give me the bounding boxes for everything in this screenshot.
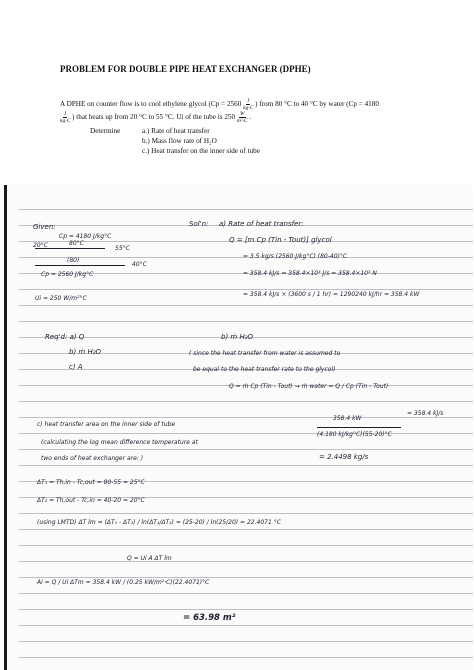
given-cp-water: Cp = 2560 J/kg°C [41, 271, 94, 278]
mass-flow-denominator: (4.180 kJ/kg°C)(55-20)°C [317, 431, 392, 438]
solution-label: Sol'n: [189, 220, 209, 228]
given-water-out: 40°C [132, 261, 147, 268]
solution-a-heading: a) Rate of heat transfer: [219, 220, 304, 228]
given-outlet-glycol: 55°C [115, 245, 130, 252]
part-c-calc2: two ends of heat exchanger are: ) [41, 455, 144, 462]
part-c-label: c) heat transfer area on the inner side of tube [37, 421, 176, 428]
solution-q-kw: = 358.4 kJ/s × (3600 s / 1 hr) = 1290240 kJ/hr = 358.4 kW [243, 291, 420, 298]
problem-statement-line2: $\frac{J}{kg\cdot C}$ ) that heats up from 20 °C to 55 °C. Ui of the tube is 250 $\frac{W}{\text{m²·C}}$ . [60, 111, 252, 124]
delta-t2: ΔT₂ = Th,out - Tc,in = 40-20 = 20°C [37, 497, 145, 504]
determine-item: b.) Mass flow rate of H₂O [142, 137, 217, 145]
handwritten-sheet [4, 185, 473, 670]
unit-fraction: $\frac{W}{\text{m²·C}}$ [236, 111, 248, 124]
part-b-note2: be equal to the heat transfer rate to the glycol) [193, 366, 336, 373]
solution-q-equation: Q = [m Cp (Tin - Tout)] glycol [229, 236, 332, 244]
lmtd-equation: (using LMTD) ΔT lm = (ΔT₁ - ΔT₂) / ln(ΔT₁/ΔT₂) = (25-20) / ln(25/20) = 22.4071 °C [37, 519, 281, 526]
part-b-equation: Q = ṁ Cp (Tin - Tout) → ṁ water = Q / Cp (Tin - Tout) [229, 383, 389, 390]
mass-flow-numerator: 358.4 kW [333, 415, 362, 422]
solution-q-values: = 3.5 kg/s (2560 J/kg°C) (80-40)°C [243, 253, 348, 260]
part-b-label: b) ṁ H₂O [221, 333, 254, 341]
page-title: PROBLEM FOR DOUBLE PIPE HEAT EXCHANGER (DPHE) [60, 64, 311, 74]
given-inlet-glycol: 80°C [69, 240, 84, 247]
part-c-calc: (calculating the log mean difference temperature at [41, 439, 198, 446]
required-label: Req'd: a) Q [45, 333, 85, 341]
given-water-in: 20°C [33, 242, 48, 249]
unit-fraction: $\frac{J}{kg\cdot C}$ [60, 111, 71, 124]
area-result: = 63.98 m² [183, 613, 236, 623]
determine-item: a.) Rate of heat transfer [142, 127, 210, 135]
given-label: Given: [33, 223, 56, 231]
given-ui: Ui = 250 W/m²°C [35, 295, 87, 302]
area-equation: Ai = Q / Ui ΔTm = 358.4 kW / (0.25 kW/m²·C)(22.4071)°C [37, 579, 210, 586]
part-b-note1: ( since the heat transfer from water is assumed to [189, 350, 341, 357]
required-b: b) ṁ H₂O [69, 348, 102, 356]
determine-label: Determine [90, 127, 121, 135]
given-cp-glycol: Cp = 4180 J/kg°C [59, 233, 112, 240]
unit-fraction: $\frac{J}{kg\cdot C}$ [243, 98, 254, 111]
determine-item: c.) Heat transfer on the inner side of tube [142, 147, 260, 155]
mass-flow-result: = 2.4498 kg/s [319, 453, 369, 461]
delta-t1: ΔT₁ = Th,in - Tc,out = 80-55 = 25°C [37, 479, 145, 486]
problem-statement-line1: A DPHE on counter flow is to cool ethylene glycol (Cp = 2560 $\frac{J}{kg\cdot C}$ ) from 80 °C to 40 °C by water (Cp = 4180 [60, 98, 379, 111]
q-ua-equation: Q = Ui A ΔT lm [127, 555, 172, 562]
solution-q-result: = 358.4 kJ/s = 358.4×10³ J/s = 358.4×10³ N [243, 270, 377, 277]
given-water-in-alt: (80) [67, 257, 80, 264]
side-note: = 358.4 kJ/s [407, 410, 444, 417]
required-c: c) A [69, 363, 83, 371]
